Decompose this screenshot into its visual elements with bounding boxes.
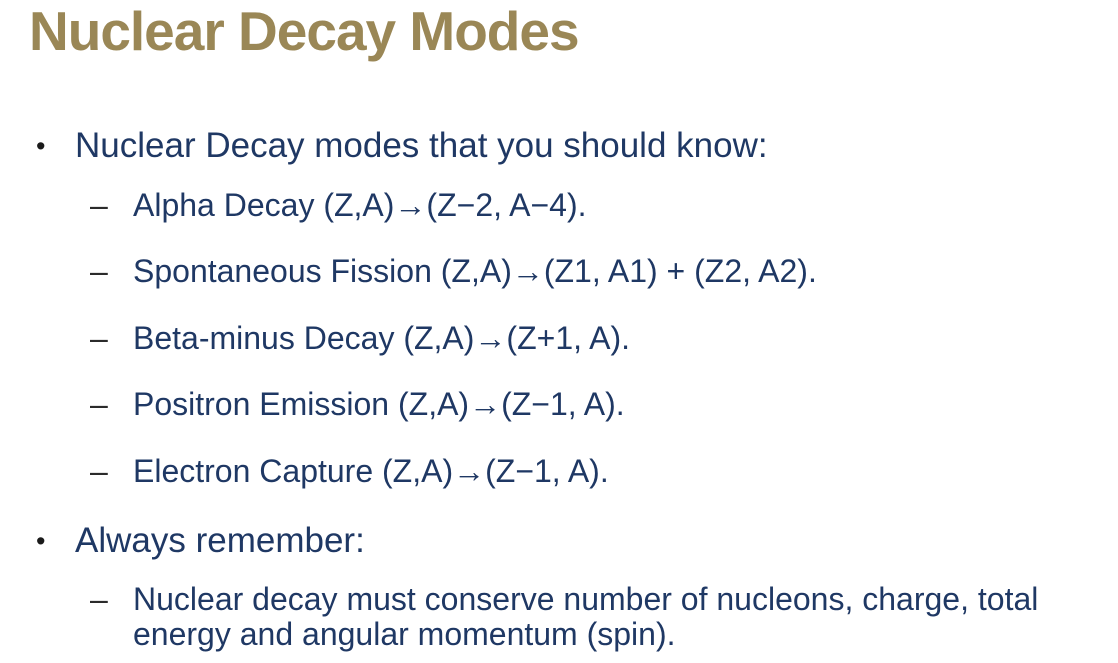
bullet-text: Spontaneous Fission (Z,A)→(Z1, A1) + (Z2, A2).: [133, 253, 817, 289]
dash-bullet-icon: –: [90, 320, 108, 356]
bullet-text: Positron Emission (Z,A)→(Z−1, A).: [133, 386, 625, 422]
sub-bullet-alpha-decay: [90, 188, 587, 223]
sub-bullet-beta-minus-decay: [90, 321, 630, 356]
sub-bullet-conservation-laws: [90, 582, 1083, 652]
bullet-text: Electron Capture (Z,A)→(Z−1, A).: [133, 453, 609, 489]
bullet-text: Nuclear decay must conserve number of nucleons, charge, total energy and angular momentum (spin).: [133, 581, 1039, 653]
sub-bullet-positron-emission: [90, 387, 625, 422]
dash-bullet-icon: –: [90, 386, 108, 422]
dash-bullet-icon: –: [90, 187, 108, 223]
dash-bullet-icon: –: [90, 453, 108, 489]
bullet-text: Nuclear Decay modes that you should know:: [75, 126, 768, 165]
bullet-always-remember: [36, 521, 365, 561]
bullet-decay-modes-intro: [36, 126, 768, 166]
bullet-text: Beta-minus Decay (Z,A)→(Z+1, A).: [133, 320, 631, 356]
bullet-text: Always remember:: [75, 521, 365, 560]
sub-bullet-spontaneous-fission: [90, 254, 817, 289]
bullet-dot-icon: •: [36, 526, 46, 556]
sub-bullet-electron-capture: [90, 454, 609, 489]
slide-title: Nuclear Decay Modes: [29, 0, 579, 62]
dash-bullet-icon: –: [90, 253, 108, 289]
bullet-dot-icon: •: [36, 131, 46, 161]
dash-bullet-icon: –: [90, 581, 108, 617]
bullet-text: Alpha Decay (Z,A)→(Z−2, A−4).: [133, 187, 587, 223]
